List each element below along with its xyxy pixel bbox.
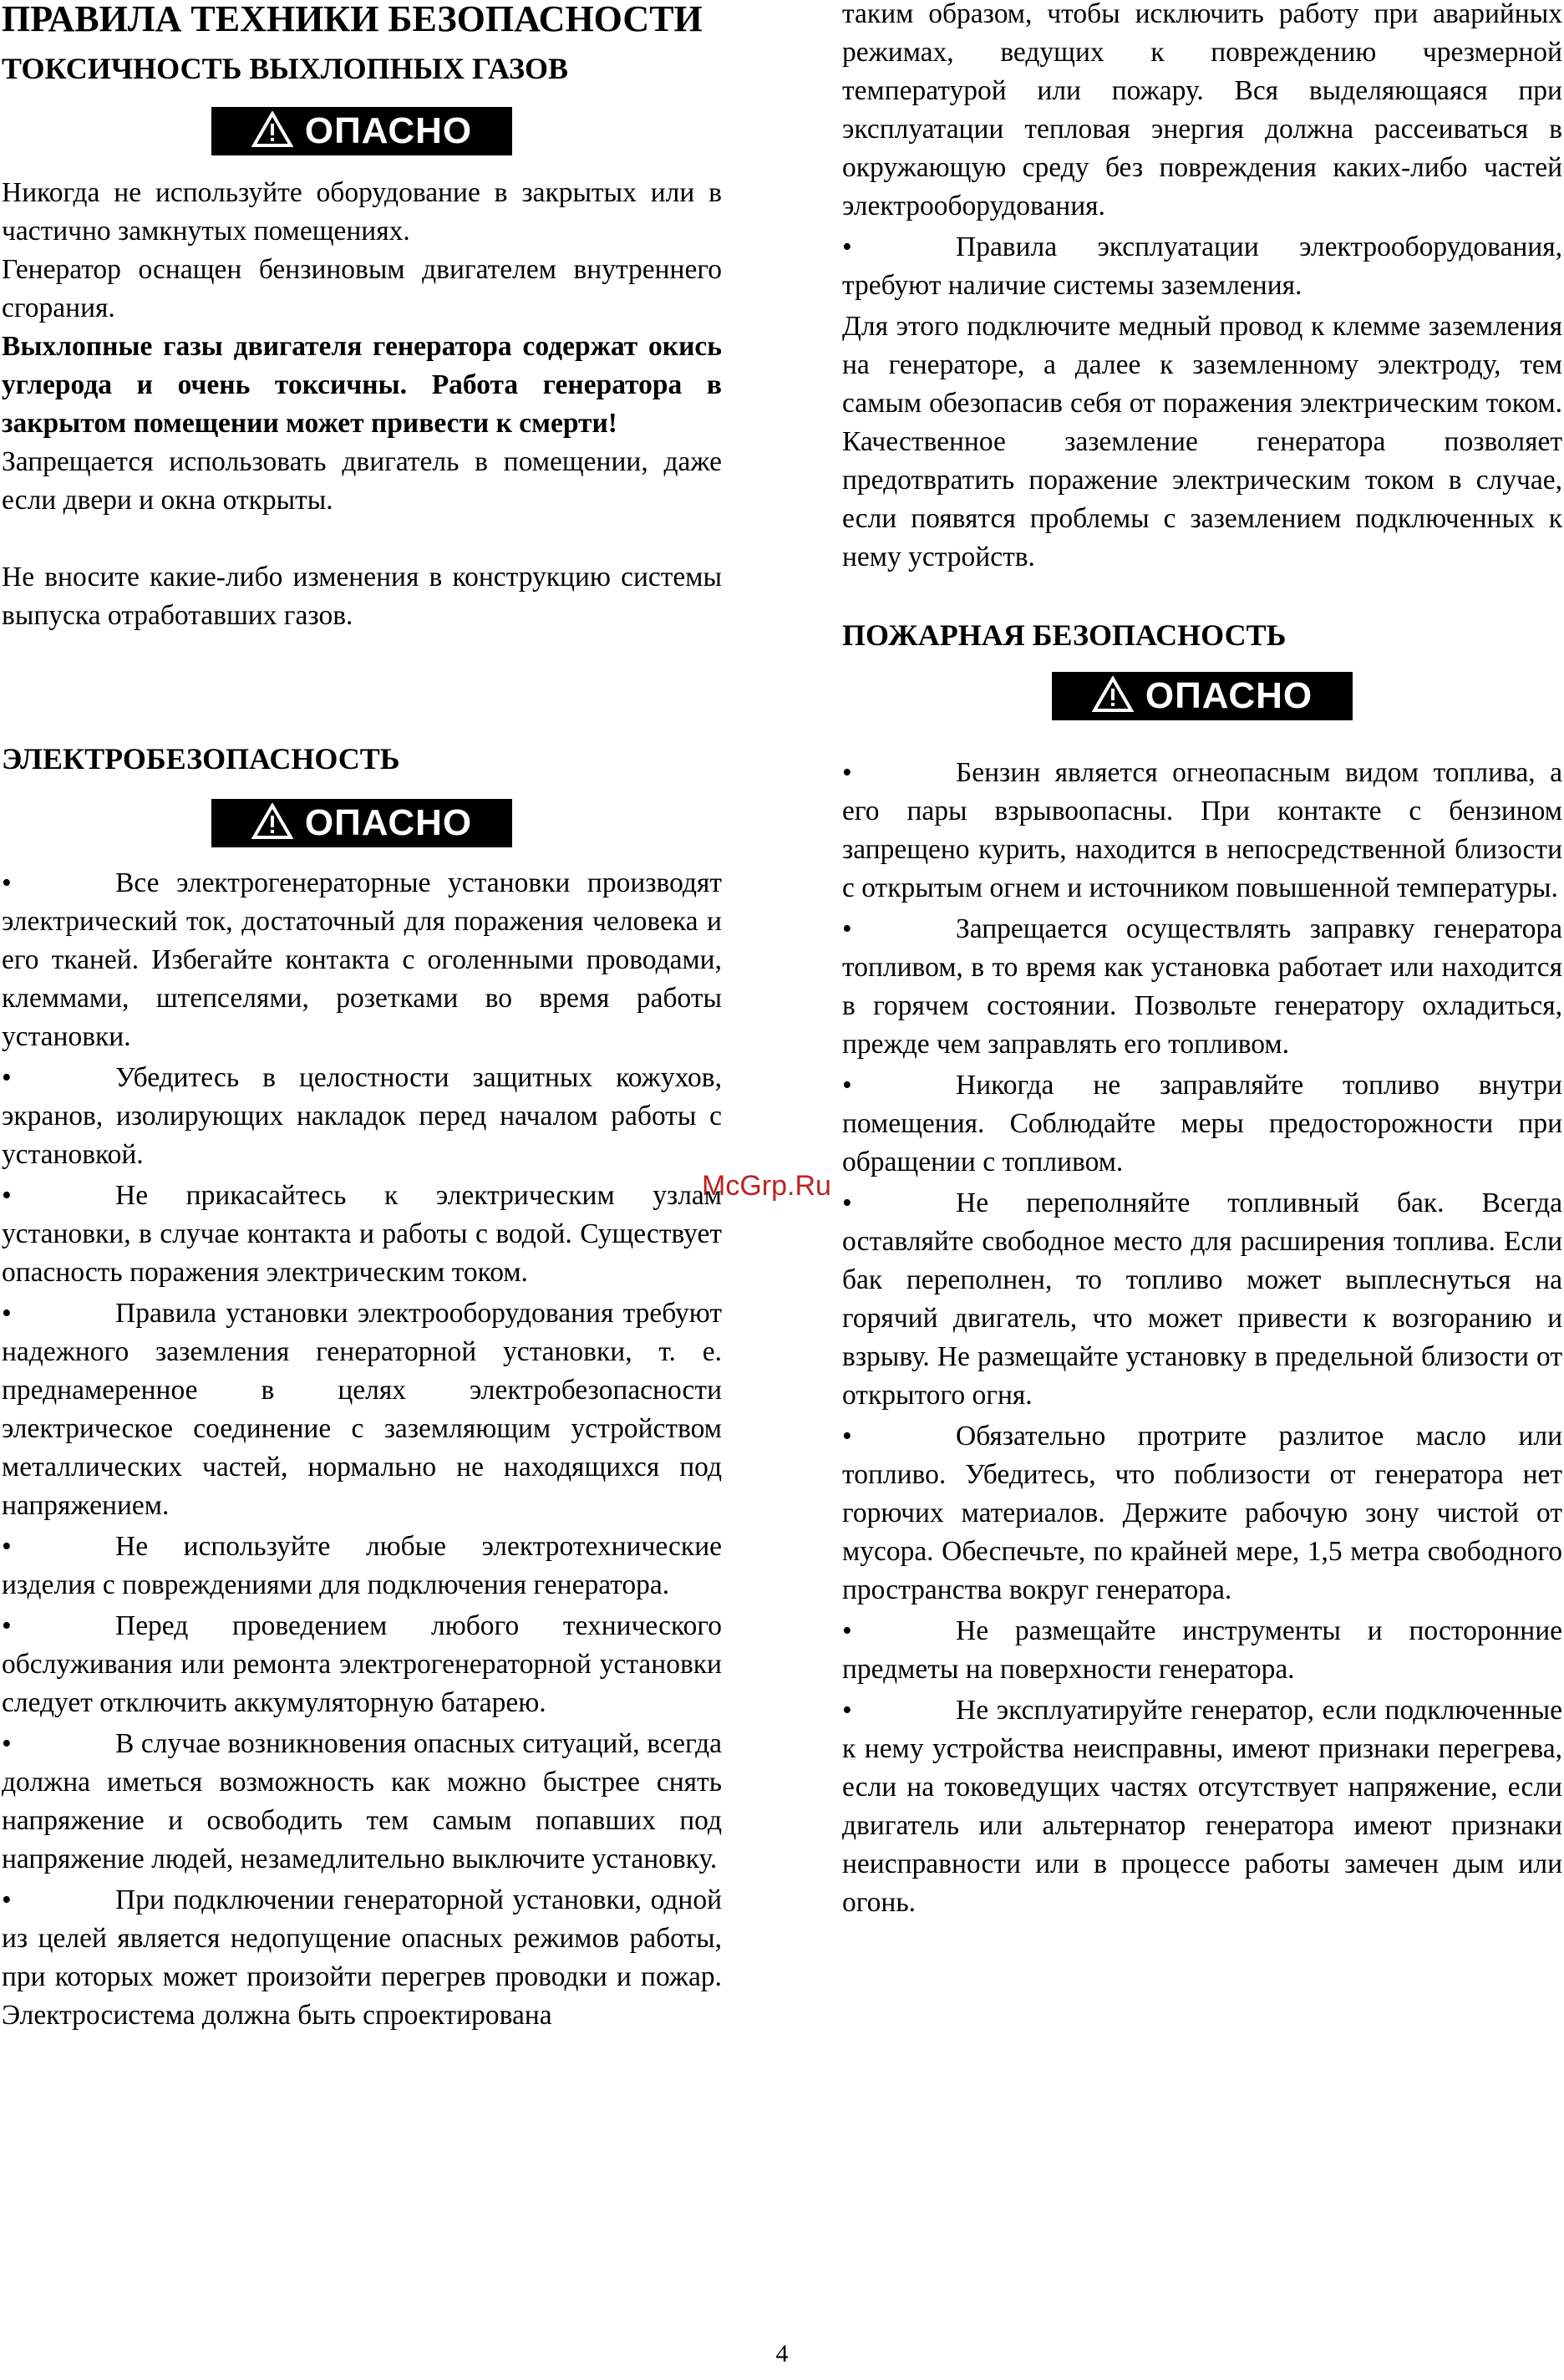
- list-item: • Перед проведением любого технического обслуживания или ремонта электрогенераторной установки следует отключить аккумуляторную батарею.: [2, 1610, 722, 1718]
- section-title-exhaust: ТОКСИЧНОСТЬ ВЫХЛОПНЫХ ГАЗОВ: [2, 52, 569, 85]
- paragraph: Не вносите какие-либо изменения в конструкцию системы выпуска отработавших газов.: [2, 562, 722, 631]
- paragraph: Запрещается использовать двигатель в помещении, даже если двери и окна открыты.: [2, 446, 722, 516]
- list-item: • Запрещается осуществлять заправку генератора топливом, в то время как установка работает или находится в горячем состоянии. Позвольте генератору охладиться, прежде чем заправлять его топливом.: [842, 913, 1562, 1060]
- right-column: [842, 0, 1562, 1925]
- warning-triangle-icon: [1092, 676, 1134, 713]
- list-item: • Убедитесь в целостности защитных кожухов, экранов, изолирующих накладок перед началом работы с установкой.: [2, 1062, 722, 1170]
- paragraph: Для этого подключите медный провод к клемме заземления на генераторе, а далее к заземленному электроду, тем самым обезопасив себя от поражения электрическим током. Качественное заземление генератора позволяет предотвратить поражение электрическим током в случае, если появятся проблемы с заземлением подключенных к нему устройств.: [842, 311, 1562, 572]
- danger-label: ОПАСНО: [304, 802, 473, 843]
- danger-badge-fire: [1052, 672, 1353, 720]
- paragraph-warning: Выхлопные газы двигателя генератора содержат окись углерода и очень токсичны. Работа генератора в закрытом помещении может привести к смерти!: [2, 331, 722, 439]
- paragraph-continued: таким образом, чтобы исключить работу при аварийных режимах, ведущих к повреждению чрезмерной температурой или пожару. Вся выделяющаяся при эксплуатации тепловая энергия должна рассеиваться в окружающую среду без повреждения каких-либо частей электрооборудования.: [842, 0, 1562, 221]
- list-item: • Обязательно протрите разлитое масло или топливо. Убедитесь, что поблизости от генератора нет горючих материалов. Держите рабочую зону чистой от мусора. Обеспечьте, по крайней мере, 1,5 метра свободного пространства вокруг генератора.: [842, 1421, 1562, 1605]
- page-number: 4: [775, 2340, 789, 2367]
- danger-label: ОПАСНО: [304, 110, 473, 151]
- list-item: • Не эксплуатируйте генератор, если подключенные к нему устройства неисправны, имеют признаки перегрева, если на токоведущих частях отсутствует напряжение, если двигатель или альтернатор генератора имеют признаки неисправности или в процессе работы замечен дым или огонь.: [842, 1695, 1562, 1918]
- warning-triangle-icon: [251, 111, 293, 148]
- list-item: • При подключении генераторной установки, одной из целей является недопущение опасных режимов работы, при которых может произойти перегрев проводки и пожар. Электросистема должна быть спроектирована: [2, 1884, 722, 2031]
- list-item: • Не размещайте инструменты и посторонние предметы на поверхности генератора.: [842, 1615, 1562, 1685]
- list-item: • Никогда не заправляйте топливо внутри помещения. Соблюдайте меры предосторожности при обращении с топливом.: [842, 1070, 1562, 1177]
- list-item: • Не используйте любые электротехнические изделия с повреждениями для подключения генератора.: [2, 1531, 722, 1600]
- section-title-electrical: ЭЛЕКТРОБЕЗОПАСНОСТЬ: [2, 742, 400, 776]
- list-item: • Все электрогенераторные установки производят электрический ток, достаточный для поражения человека и его тканей. Избегайте контакта с оголенными проводами, клеммами, штепселями, розетками во время работы установки.: [2, 867, 722, 1052]
- paragraph: Никогда не используйте оборудование в закрытых или в частично замкнутых помещениях.: [2, 177, 722, 247]
- list-item: • Не переполняйте топливный бак. Всегда оставляйте свободное место для расширения топлива. Если бак переполнен, то топливо может выплеснуться на горячий двигатель, что может привести к возгоранию и взрыву. Не размещайте установку в предельной близости от открытого огня.: [842, 1187, 1562, 1411]
- page-title: ПРАВИЛА ТЕХНИКИ БЕЗОПАСНОСТИ: [2, 0, 703, 39]
- paragraph: Генератор оснащен бензиновым двигателем внутреннего сгорания.: [2, 254, 722, 323]
- list-item: • В случае возникновения опасных ситуаций, всегда должна иметься возможность как можно быстрее снять напряжение и освободить тем самым попавших под напряжение людей, незамедлительно выключите установку.: [2, 1728, 722, 1874]
- list-item: • Правила эксплуатации электрооборудования, требуют наличие системы заземления.: [842, 231, 1562, 301]
- warning-triangle-icon: [251, 803, 293, 840]
- danger-badge-exhaust: [211, 107, 512, 155]
- watermark: McGrp.Ru: [702, 1170, 831, 1202]
- section-title-fire: ПОЖАРНАЯ БЕЗОПАСНОСТЬ: [842, 618, 1287, 652]
- list-item: • Бензин является огнеопасным видом топлива, а его пары взрывоопасны. При контакте с бензином запрещено курить, находится в непосредственной близости с открытым огнем и источником повышенной температуры.: [842, 757, 1562, 903]
- list-item: • Не прикасайтесь к электрическим узлам установки, в случае контакта и работы с водой. Существует опасность поражения электрическим током.: [2, 1180, 722, 1288]
- left-column: [2, 0, 722, 2037]
- list-item: • Правила установки электрооборудования требуют надежного заземления генераторной установки, т. е. преднамеренное в целях электробезопасности электрическое соединение с заземляющим устройством металлических частей, нормально не находящихся под напряжением.: [2, 1298, 722, 1521]
- danger-label: ОПАСНО: [1145, 675, 1313, 716]
- danger-badge-electrical: [211, 799, 512, 847]
